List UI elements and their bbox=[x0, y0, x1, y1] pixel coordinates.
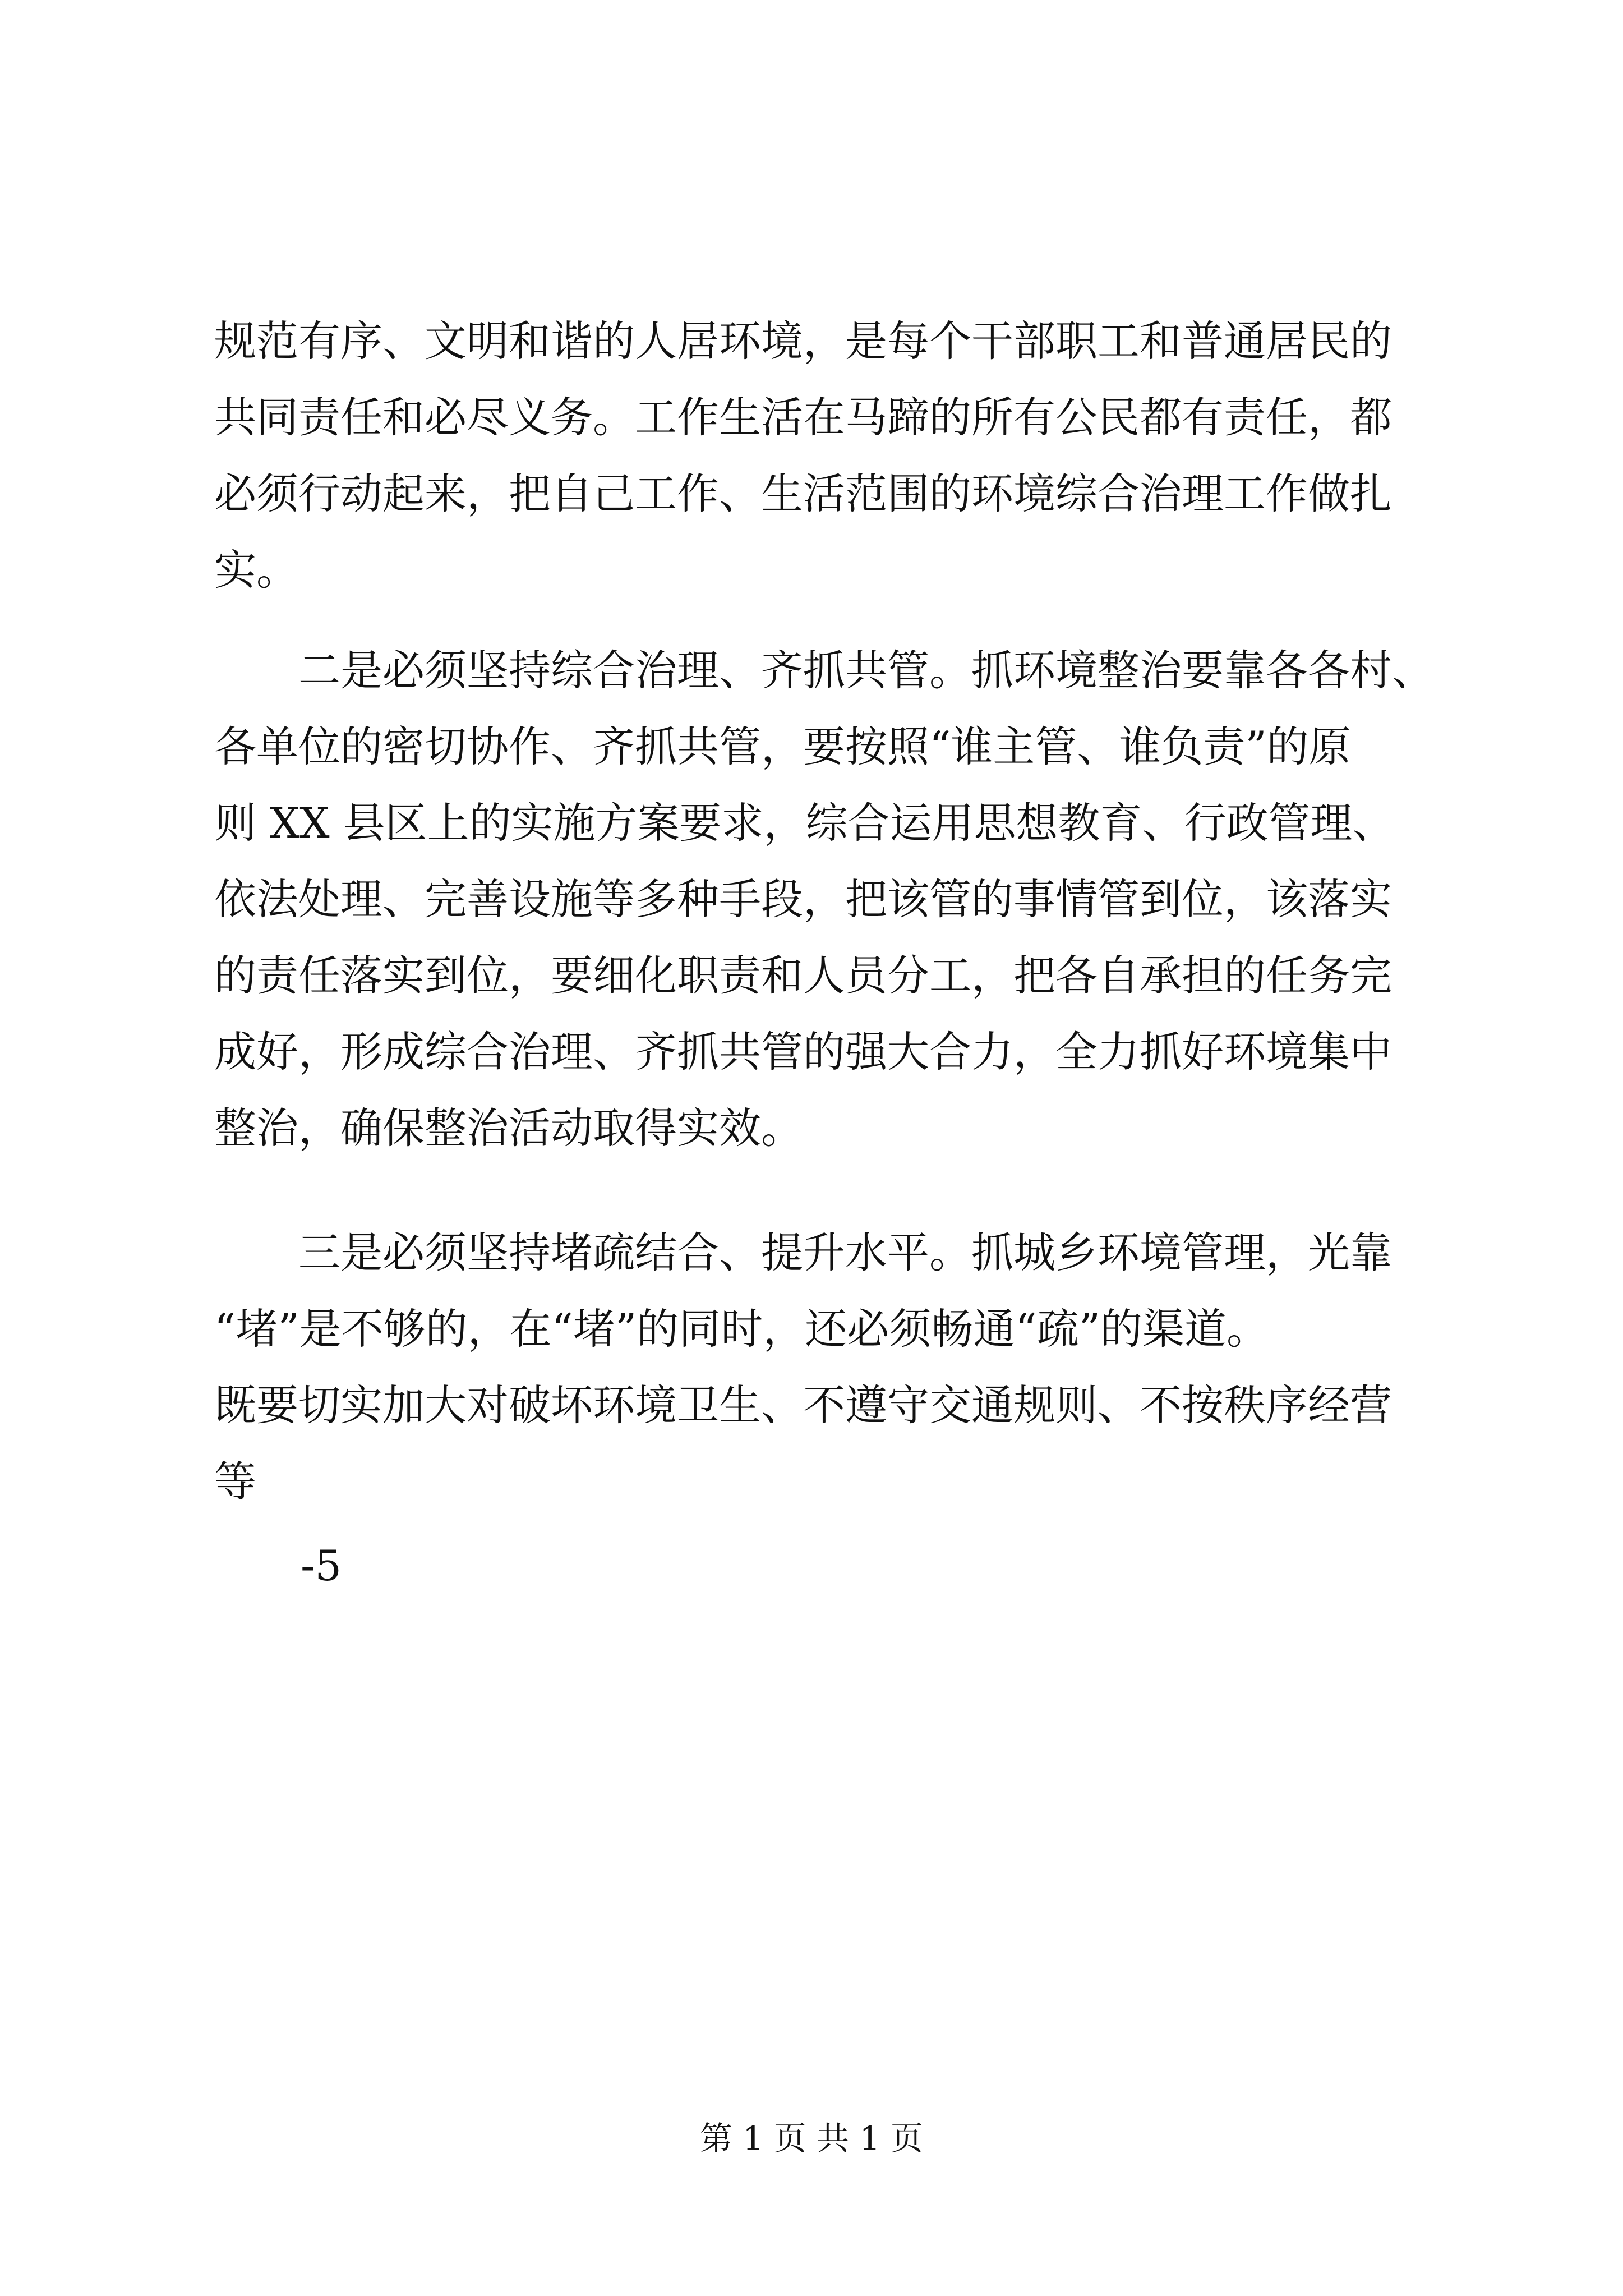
paragraph-2 bbox=[214, 632, 1435, 1166]
paragraph-line: 等 bbox=[214, 1457, 257, 1506]
paragraph-line: 二是必须坚持综合治理、齐抓共管。抓环境整治要靠各各村、 bbox=[298, 646, 1435, 695]
page-marker: -5 bbox=[301, 1541, 342, 1590]
paragraph-3 bbox=[214, 1214, 1426, 1520]
page-footer: 第 1 页 共 1 页 bbox=[700, 2119, 923, 2157]
paragraph-line: 三是必须坚持堵疏结合、提升水平。抓城乡环境管理，光靠 bbox=[298, 1228, 1393, 1277]
paragraph-line: 必须行动起来，把自己工作、生活范围的环境综合治理工作做扎 bbox=[214, 469, 1393, 518]
paragraph-line: 整治，确保整治活动取得实效。 bbox=[214, 1103, 804, 1153]
paragraph-line: 各单位的密切协作、齐抓共管，要按照“谁主管、谁负责”的原 bbox=[214, 722, 1351, 771]
paragraph-line: 实。 bbox=[214, 545, 299, 595]
paragraph-line: 规范有序、文明和谐的人居环境，是每个干部职工和普通居民的 bbox=[214, 316, 1393, 366]
paragraph-line: 成好，形成综合治理、齐抓共管的强大合力，全力抓好环境集中 bbox=[214, 1027, 1393, 1076]
paragraph-1 bbox=[214, 303, 1426, 608]
paragraph-line: 的责任落实到位，要细化职责和人员分工，把各自承担的任务完 bbox=[214, 951, 1393, 1000]
paragraph-line: 既要切实加大对破坏环境卫生、不遵守交通规则、不按秩序经营 bbox=[214, 1381, 1393, 1430]
paragraph-line: 依法处理、完善设施等多种手段，把该管的事情管到位，该落实 bbox=[214, 875, 1393, 924]
paragraph-line: “堵”是不够的，在“堵”的同时，还必须畅通“疏”的渠道。 bbox=[214, 1304, 1269, 1354]
paragraph-line: 共同责任和必尽义务。工作生活在马蹄的所有公民都有责任，都 bbox=[214, 393, 1393, 442]
paragraph-line: 则 XX 县区上的实施方案要求，综合运用思想教育、行政管理、 bbox=[214, 798, 1395, 848]
